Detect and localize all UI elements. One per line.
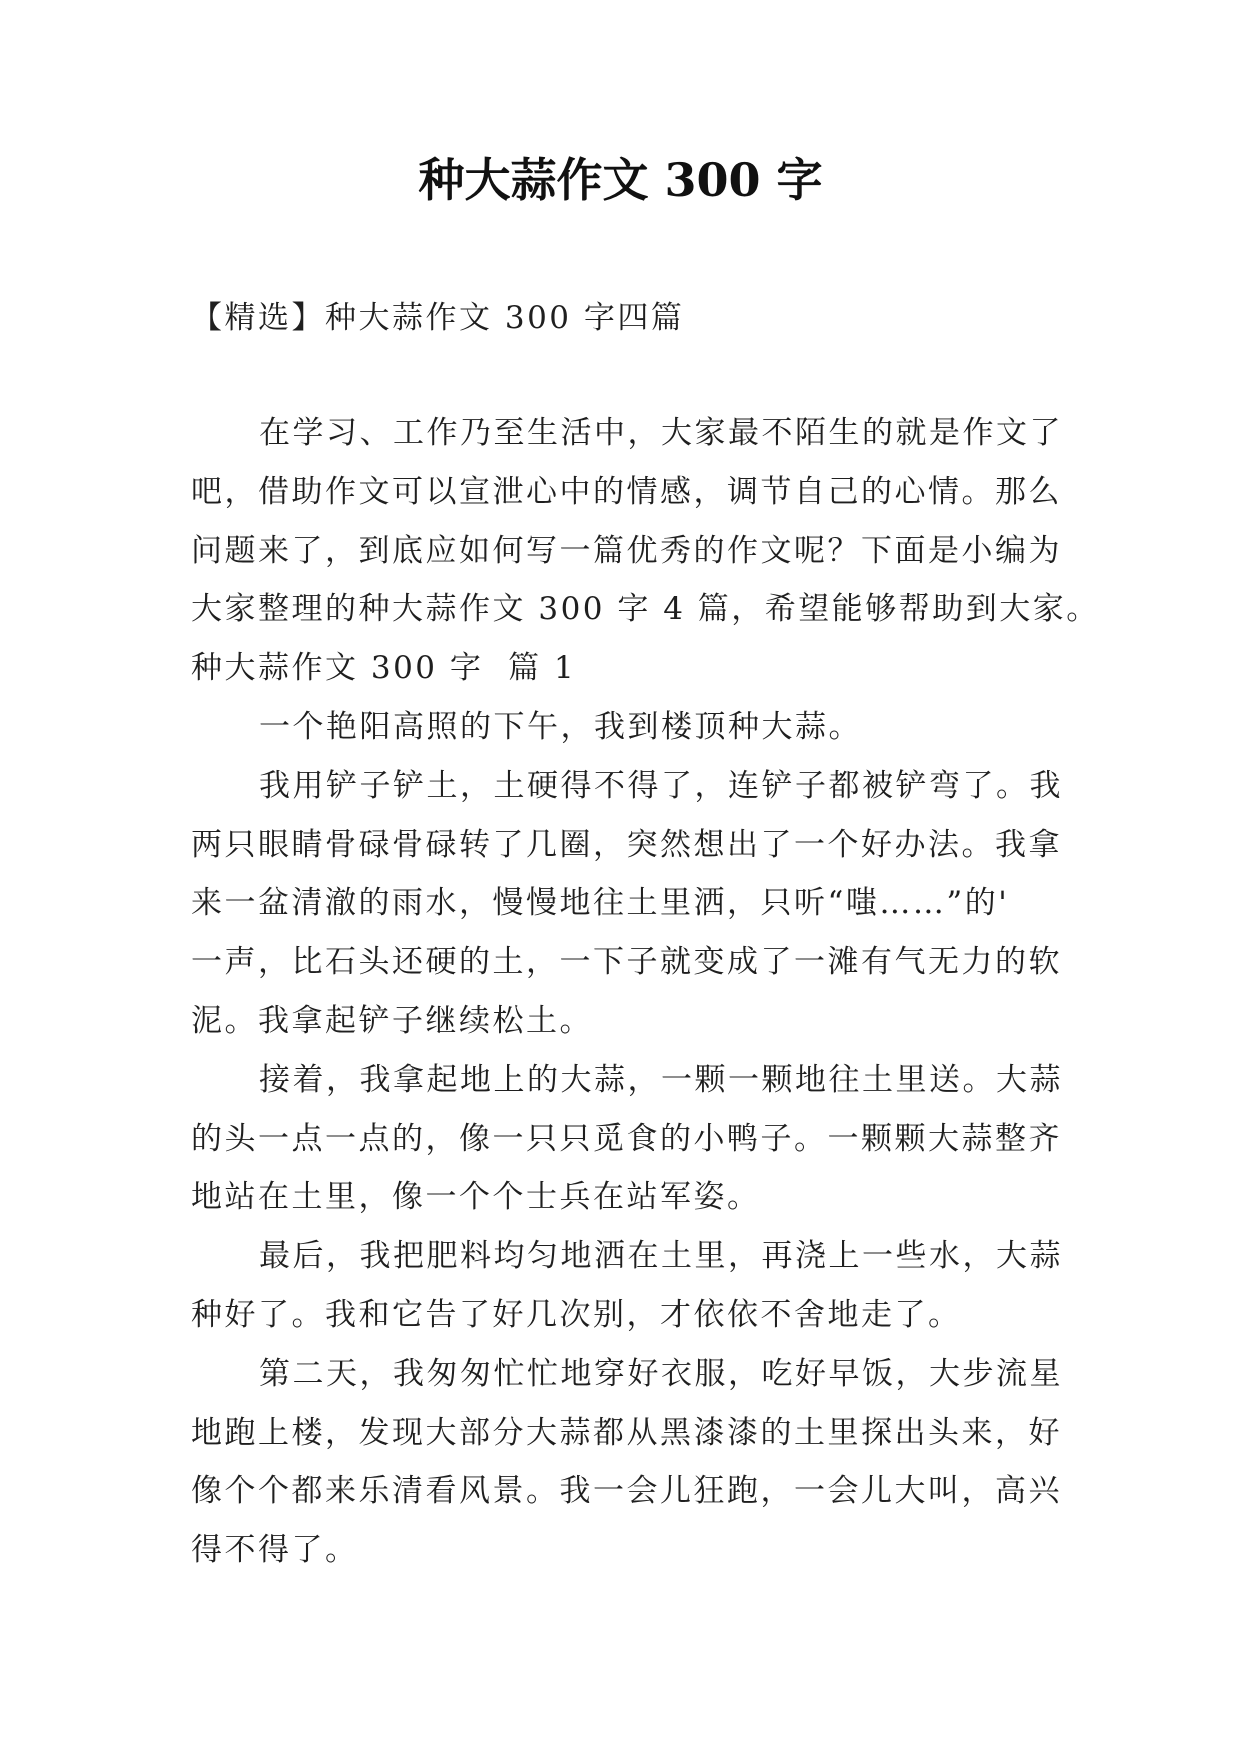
paragraph-line: 问题来了，到底应如何写一篇优秀的作文呢？下面是小编为 xyxy=(191,532,1062,569)
document-title: 种大蒜作文 300 字 xyxy=(418,153,823,207)
paragraph-line: 泥。我拿起铲子继续松土。 xyxy=(191,1002,593,1039)
paragraph-line: 地站在土里，像一个个士兵在站军姿。 xyxy=(191,1179,761,1216)
document-subtitle: 【精选】种大蒜作文 300 字四篇 xyxy=(191,300,685,336)
paragraph-line: 地跑上楼，发现大部分大蒜都从黑漆漆的土里探出头来，好 xyxy=(191,1414,1062,1451)
paragraph-line: 的头一点一点的，像一只只觅食的小鸭子。一颗颗大蒜整齐 xyxy=(191,1120,1062,1157)
document-body xyxy=(191,404,1191,1580)
paragraph xyxy=(191,698,1191,757)
paragraph-line: 一声，比石头还硬的土，一下子就变成了一滩有气无力的软 xyxy=(191,944,1062,981)
paragraph-line: 来一盆清澈的雨水，慢慢地往土里洒，只听“嗤……”的' xyxy=(191,885,1010,922)
paragraph-line: 接着，我拿起地上的大蒜，一颗一颗地往土里送。大蒜 xyxy=(259,1061,1063,1098)
paragraph-line: 种好了。我和它告了好几次别，才依依不舍地走了。 xyxy=(191,1296,962,1333)
paragraph-line: 最后，我把肥料均匀地洒在土里，再浇上一些水，大蒜 xyxy=(259,1238,1063,1275)
paragraph-line: 得不得了。 xyxy=(191,1532,359,1569)
paragraph-line: 两只眼睛骨碌骨碌转了几圈，突然想出了一个好办法。我拿 xyxy=(191,826,1062,863)
section-heading-line: 种大蒜作文 300 字 篇 1 xyxy=(191,650,577,687)
paragraph xyxy=(191,1051,1191,1227)
paragraph-intro xyxy=(191,404,1191,639)
paragraph-line: 在学习、工作乃至生活中，大家最不陌生的就是作文了 xyxy=(259,415,1063,451)
paragraph-line: 一个艳阳高照的下午，我到楼顶种大蒜。 xyxy=(259,708,862,745)
paragraph xyxy=(191,757,1191,1051)
paragraph-line: 像个个都来乐清看风景。我一会儿狂跑，一会儿大叫，高兴 xyxy=(191,1473,1062,1510)
paragraph xyxy=(191,1227,1191,1345)
paragraph-line: 吧，借助作文可以宣泄心中的情感，调节自己的心情。那么 xyxy=(191,473,1062,510)
paragraph-line: 第二天，我匆匆忙忙地穿好衣服，吃好早饭，大步流星 xyxy=(259,1355,1063,1392)
paragraph-line: 大家整理的种大蒜作文 300 字 4 篇，希望能够帮助到大家。 xyxy=(191,591,1100,628)
paragraph-line: 我用铲子铲土，土硬得不得了，连铲子都被铲弯了。我 xyxy=(259,767,1063,804)
paragraph xyxy=(191,1345,1191,1580)
section-heading xyxy=(191,639,1191,698)
